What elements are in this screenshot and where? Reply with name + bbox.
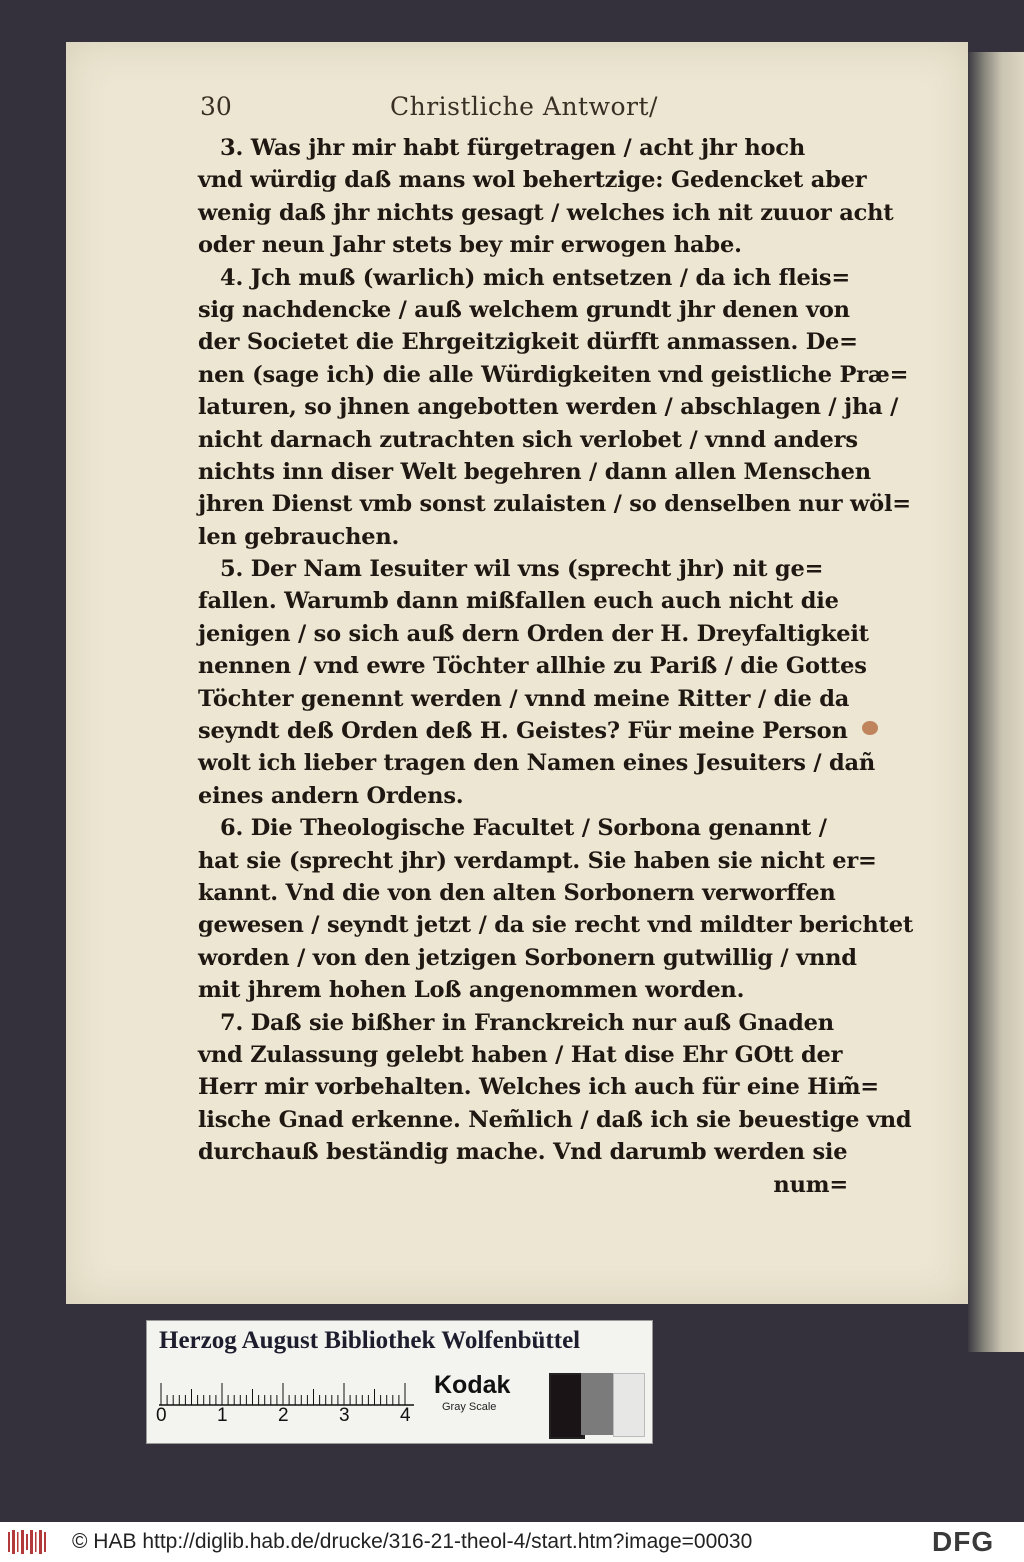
text-line: durchauß beständig mache. Vnd darumb werden sie [198,1139,848,1166]
text-line: sig nachdencke / auß welchem grundt jhr denen von [198,296,850,323]
text-line: 5. Der Nam Iesuiter wil vns (sprecht jhr) nit ge= [220,556,824,583]
text-line: mit jhrem hohen Loß angenommen worden. [198,977,745,1004]
scale-number: 3 [339,1405,350,1426]
text-line: hat sie (sprecht jhr) verdampt. Sie haben sie nicht er= [198,847,877,874]
gray-patch-mid [581,1373,613,1435]
text-line: nennen / vnd ewre Töchter allhie zu Pariß / die Gottes [198,653,867,680]
text-line: vnd Zulassung gelebt haben / Hat dise Ehr GOtt der [198,1041,843,1068]
text-line: jhren Dienst vmb sonst zulaisten / so denselben nur wöl= [198,491,911,518]
text-line: Herr mir vorbehalten. Welches ich auch für eine Him̃= [198,1074,879,1101]
text-line: oder neun Jahr stets bey mir erwogen habe. [198,232,742,259]
dfg-logo: DFG [932,1526,995,1557]
measure-scale [156,1371,424,1431]
page-number: 30 [200,92,232,121]
footer-bar [0,1522,1024,1562]
scale-number: 2 [278,1405,289,1426]
text-line: jenigen / so sich auß dern Orden der H. Dreyfaltigkeit [198,620,869,647]
library-color-card [146,1320,653,1444]
scale-number: 4 [400,1405,411,1426]
text-line: nichts inn diser Welt begehren / dann allen Menschen [198,458,871,485]
running-head [200,92,820,132]
text-line: laturen, so jhnen angebotten werden / abschlagen / jha / [198,394,899,421]
text-line: len gebrauchen. [198,523,400,550]
barcode-icon [8,1528,48,1556]
text-line: der Societet die Ehrgeitzigkeit dürfft anmassen. De= [198,329,858,356]
gray-scale-caption: Gray Scale [442,1401,497,1413]
text-line: lische Gnad erkenne. Nem̃lich / daß ich sie beuestige vnd [198,1106,912,1133]
text-line: seyndt deß Orden deß H. Geistes? Für meine Person [198,718,848,745]
page-text [198,132,914,1201]
source-link[interactable]: © HAB http://diglib.hab.de/drucke/316-21-theol-4/start.htm?image=00030 [72,1530,753,1553]
kodak-brand: Kodak [434,1371,511,1399]
library-name: Herzog August Bibliothek Wolfenbüttel [159,1327,581,1354]
text-line: eines andern Ordens. [198,782,464,809]
ink-stain [862,721,878,735]
text-line: 3. Was jhr mir habt fürgetragen / acht jhr hoch [220,135,805,161]
text-line: 4. Jch muß (warlich) mich entsetzen / da ich fleis= [220,264,851,291]
catchword: num= [773,1171,848,1198]
text-line: wenig daß jhr nichts gesagt / welches ich nit zuuor acht [198,199,894,226]
text-line: wolt ich lieber tragen den Namen eines Jesuiters / dañ [198,750,876,777]
gray-patch-white [613,1373,645,1437]
gray-patch-black [549,1373,585,1439]
text-line: worden / von den jetzigen Sorbonern gutwillig / vnnd [198,944,857,971]
text-line: Töchter genennt werden / vnnd meine Ritter / die da [198,685,850,712]
scale-number: 0 [156,1405,167,1426]
adjacent-page-edge [968,52,1024,1352]
text-line: nicht darnach zutrachten sich verlobet / vnnd anders [198,426,858,453]
running-title: Christliche Antwort/ [390,92,658,121]
scale-number: 1 [217,1405,228,1426]
text-line: nen (sage ich) die alle Würdigkeiten vnd geistliche Præ= [198,361,909,388]
text-line: fallen. Warumb dann mißfallen euch auch nicht die [198,588,839,615]
text-line: kannt. Vnd die von den alten Sorbonern verworffen [198,879,836,906]
text-line: 7. Daß sie bißher in Franckreich nur auß Gnaden [220,1009,834,1036]
text-line: 6. Die Theologische Facultet / Sorbona genannt / [220,815,827,842]
text-line: gewesen / seyndt jetzt / da sie recht vnd mildter berichtet [198,912,914,939]
scale-ticks [159,1371,424,1407]
text-line: vnd würdig daß mans wol behertzige: Gedencket aber [198,167,867,194]
